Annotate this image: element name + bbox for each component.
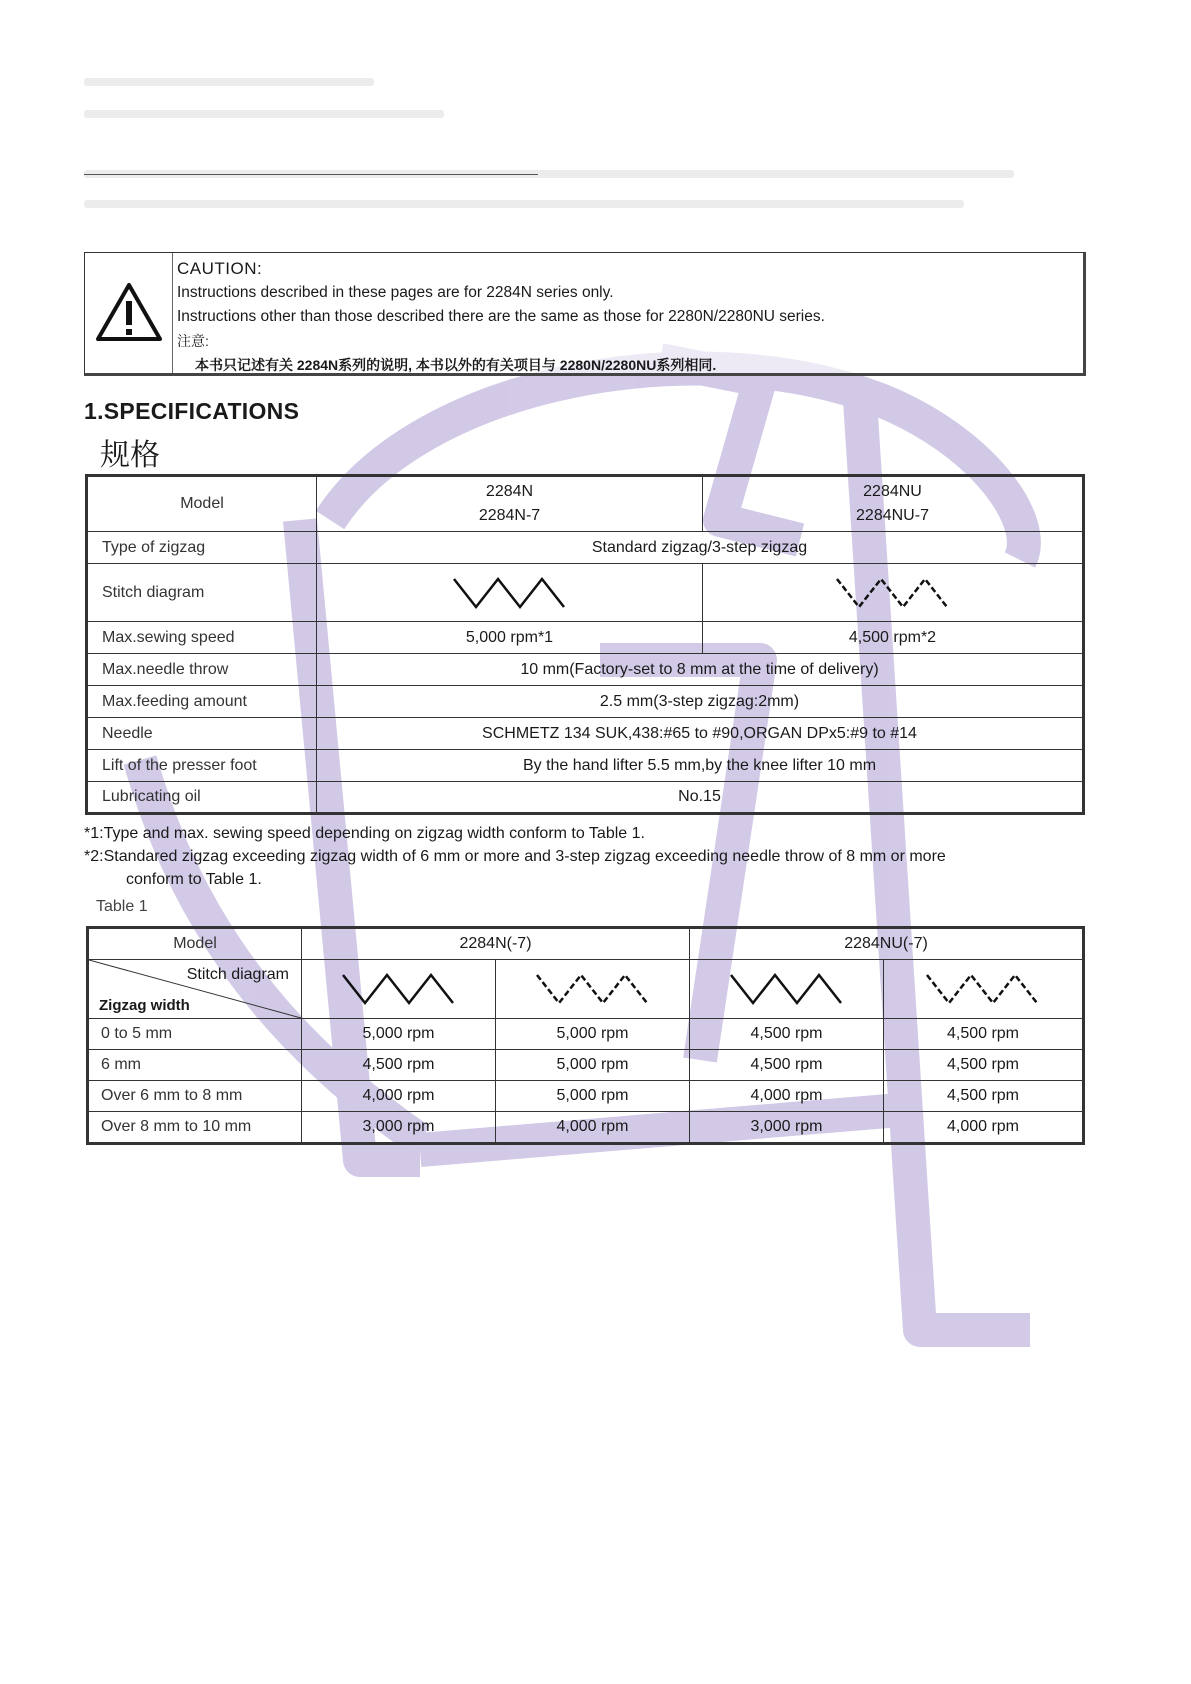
table-caption: Table 1 xyxy=(96,898,148,915)
model-a-1: 2284N xyxy=(485,483,534,500)
spec-value: 2.5 mm(3-step zigzag:2mm) xyxy=(317,686,1084,718)
standard-zigzag-icon xyxy=(450,573,570,613)
spec-row xyxy=(87,782,1084,814)
spec-label: Lift of the presser foot xyxy=(87,750,317,782)
stitch-diagram-b xyxy=(703,564,1084,622)
t1-width: Over 6 mm to 8 mm xyxy=(88,1081,302,1112)
t1-diagram-b2 xyxy=(884,960,1084,1019)
t1-stitch-label: Stitch diagram xyxy=(186,966,289,983)
spec-table xyxy=(85,474,1085,815)
footnote-2: *2:Standared zigzag exceeding zigzag width of 6 mm or more and 3-step zigzag exceeding needle throw of 8 mm or more xyxy=(84,848,946,865)
stitch-diagram-a xyxy=(317,564,703,622)
model-b-1: 2284NU xyxy=(863,483,922,500)
caution-icon-cell xyxy=(85,253,173,373)
caution-text xyxy=(177,257,1073,377)
t1-cell: 4,500 rpm xyxy=(690,1050,884,1081)
spec-row xyxy=(87,750,1084,782)
t1-cell: 5,000 rpm xyxy=(496,1081,690,1112)
t1-diagram-row xyxy=(88,960,1084,1019)
spec-row xyxy=(87,686,1084,718)
model-b-2: 2284NU-7 xyxy=(856,507,929,524)
standard-zigzag-icon xyxy=(339,969,459,1009)
t1-header-row xyxy=(88,928,1084,960)
t1-diagram-a2 xyxy=(496,960,690,1019)
t1-cell: 4,000 rpm xyxy=(496,1112,690,1144)
spec-label: Type of zigzag xyxy=(87,532,317,564)
model-a-2: 2284N-7 xyxy=(478,507,541,524)
spec-label: Max.sewing speed xyxy=(87,622,317,654)
footnotes xyxy=(84,822,1094,891)
spec-row-stitch xyxy=(87,564,1084,622)
spec-label: Lubricating oil xyxy=(87,782,317,814)
t1-cell: 5,000 rpm xyxy=(302,1019,496,1050)
t1-width-label: Zigzag width xyxy=(99,997,190,1014)
warning-icon xyxy=(94,281,164,343)
t1-diagonal-header xyxy=(88,960,302,1019)
table-row xyxy=(88,1112,1084,1144)
t1-cell: 5,000 rpm xyxy=(496,1050,690,1081)
spec-row xyxy=(87,532,1084,564)
spec-value: SCHMETZ 134 SUK,438:#65 to #90,ORGAN DPx5:#9 to #14 xyxy=(317,718,1084,750)
three-step-zigzag-icon xyxy=(533,969,653,1009)
spec-label: Stitch diagram xyxy=(87,564,317,622)
t1-width: 6 mm xyxy=(88,1050,302,1081)
table-row xyxy=(88,1081,1084,1112)
spec-label: Max.feeding amount xyxy=(87,686,317,718)
t1-cell: 4,000 rpm xyxy=(690,1081,884,1112)
caution-box xyxy=(84,252,1086,376)
spec-model-b xyxy=(703,476,1084,532)
spec-label: Needle xyxy=(87,718,317,750)
t1-width: 0 to 5 mm xyxy=(88,1019,302,1050)
spec-value: No.15 xyxy=(317,782,1084,814)
spec-value-a: 5,000 rpm*1 xyxy=(317,622,703,654)
spec-value: By the hand lifter 5.5 mm,by the knee lifter 10 mm xyxy=(317,750,1084,782)
spec-row xyxy=(87,622,1084,654)
t1-width: Over 8 mm to 10 mm xyxy=(88,1112,302,1144)
section-title: 1.SPECIFICATIONS xyxy=(84,398,300,424)
spec-model-label: Model xyxy=(87,476,317,532)
caution-zh-label: 注意: xyxy=(177,333,209,349)
three-step-zigzag-icon xyxy=(923,969,1043,1009)
table-row xyxy=(88,1050,1084,1081)
footnote-2-cont: conform to Table 1. xyxy=(126,871,262,888)
t1-group-b: 2284NU(-7) xyxy=(690,928,1084,960)
spec-row xyxy=(87,718,1084,750)
section-title-zh: 规格 xyxy=(100,438,160,473)
spec-value: Standard zigzag/3-step zigzag xyxy=(317,532,1084,564)
t1-cell: 4,500 rpm xyxy=(884,1050,1084,1081)
table-row xyxy=(88,1019,1084,1050)
caution-zh-text: 本书只记述有关 2284N系列的说明, 本书以外的有关项目与 2280N/2280NU系列相同. xyxy=(195,357,717,373)
caution-line-2: Instructions other than those described there are the same as those for 2280N/2280NU series. xyxy=(177,308,825,325)
t1-cell: 4,500 rpm xyxy=(884,1081,1084,1112)
t1-cell: 3,000 rpm xyxy=(302,1112,496,1144)
header-rule xyxy=(84,174,538,175)
t1-cell: 5,000 rpm xyxy=(496,1019,690,1050)
caution-line-1: Instructions described in these pages are for 2284N series only. xyxy=(177,284,614,301)
t1-cell: 4,500 rpm xyxy=(690,1019,884,1050)
spec-row-model xyxy=(87,476,1084,532)
spec-model-a xyxy=(317,476,703,532)
spec-value-b: 4,500 rpm*2 xyxy=(703,622,1084,654)
three-step-zigzag-icon xyxy=(833,573,953,613)
faded-header-text xyxy=(84,70,1024,240)
caution-title: CAUTION: xyxy=(177,259,263,278)
t1-cell: 4,000 rpm xyxy=(302,1081,496,1112)
t1-model-label: Model xyxy=(88,928,302,960)
t1-cell: 3,000 rpm xyxy=(690,1112,884,1144)
speed-table xyxy=(86,926,1085,1145)
spec-value: 10 mm(Factory-set to 8 mm at the time of delivery) xyxy=(317,654,1084,686)
footnote-1: *1:Type and max. sewing speed depending on zigzag width conform to Table 1. xyxy=(84,825,645,842)
spec-row xyxy=(87,654,1084,686)
t1-cell: 4,500 rpm xyxy=(302,1050,496,1081)
t1-cell: 4,500 rpm xyxy=(884,1019,1084,1050)
spec-label: Max.needle throw xyxy=(87,654,317,686)
t1-diagram-b1 xyxy=(690,960,884,1019)
t1-group-a: 2284N(-7) xyxy=(302,928,690,960)
standard-zigzag-icon xyxy=(727,969,847,1009)
t1-diagram-a1 xyxy=(302,960,496,1019)
t1-cell: 4,000 rpm xyxy=(884,1112,1084,1144)
